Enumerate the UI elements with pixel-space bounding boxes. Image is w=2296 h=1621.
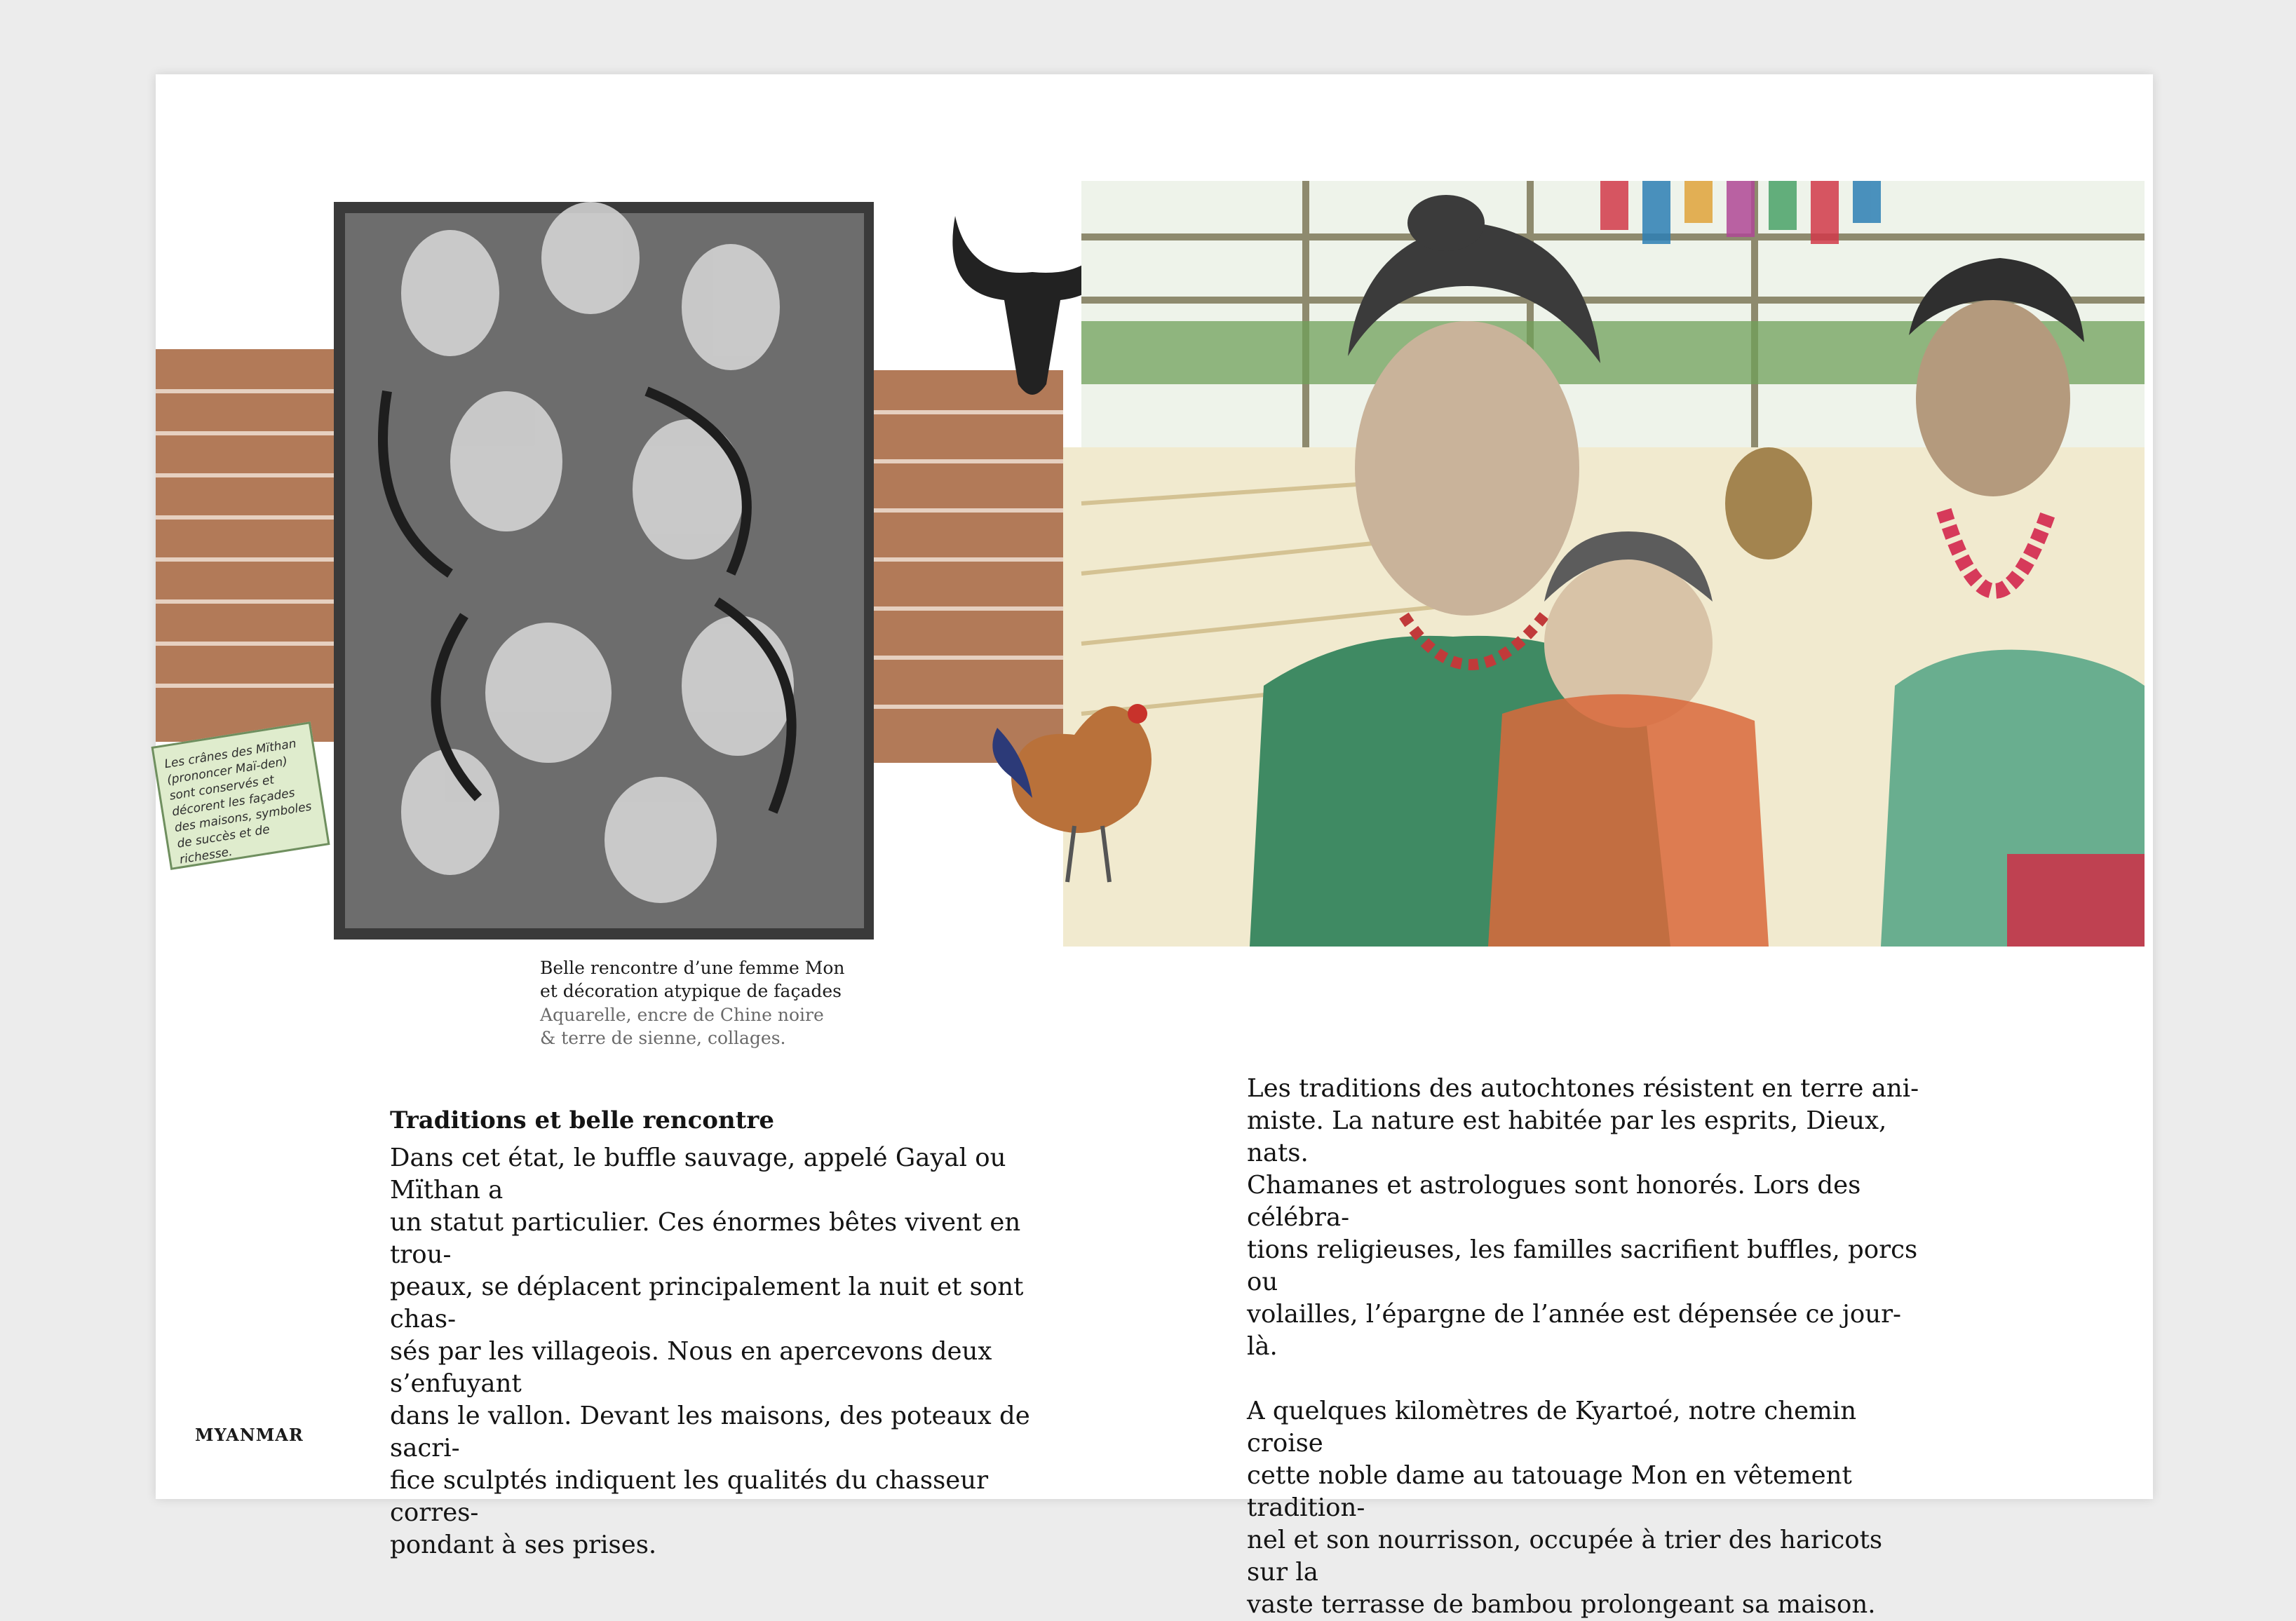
text-line: un statut particulier. Ces énormes bêtes vivent en trou- <box>390 1207 1021 1269</box>
body-text-right-1 <box>1247 1073 1920 1363</box>
text-line: dans le vallon. Devant les maisons, des poteaux de sacri- <box>390 1401 1030 1463</box>
text-line: cette noble dame au tatouage Mon en vêtement tradition- <box>1247 1461 1852 1522</box>
illustration-drawing <box>156 181 2145 947</box>
handwritten-note: Les crânes des Mïthan (prononcer Maï-den) sont conservés et décorent les façades des maisons, symboles de succès et de richesse. <box>151 721 330 870</box>
section-heading: Traditions et belle rencontre <box>390 1106 774 1134</box>
watercolor-illustration <box>156 181 2145 947</box>
text-line: sés par les villageois. Nous en apercevons deux s’enfuyant <box>390 1336 992 1398</box>
caption-line: Belle rencontre d’une femme Mon <box>540 958 845 978</box>
body-text-right-2 <box>1247 1395 1920 1621</box>
text-line: fice sculptés indiquent les qualités du chasseur corres- <box>390 1465 989 1527</box>
caption-medium: Aquarelle, encre de Chine noire <box>540 1004 824 1025</box>
text-line: peaux, se déplacent principalement la nuit et sont chas- <box>390 1272 1024 1334</box>
text-line: vaste terrasse de bambou prolongeant sa maison. <box>1247 1590 1876 1619</box>
text-line: volailles, l’épargne de l’année est dépensée ce jour-là. <box>1247 1300 1902 1361</box>
text-line: nel et son nourrisson, occupée à trier des haricots sur la <box>1247 1526 1883 1587</box>
left-column <box>390 1106 1063 1561</box>
text-line: Dans cet état, le buffle sauvage, appelé Gayal ou Mïthan a <box>390 1143 1006 1205</box>
body-text-left <box>390 1142 1063 1561</box>
running-footer: MYANMAR <box>195 1425 304 1445</box>
text-line: A quelques kilomètres de Kyartoé, notre chemin croise <box>1247 1397 1857 1458</box>
text-line: Chamanes et astrologues sont honorés. Lors des célébra- <box>1247 1171 1861 1232</box>
right-column <box>1247 1073 1920 1621</box>
text-line: Les traditions des autochtones résistent en terre ani- <box>1247 1074 1919 1103</box>
text-line: tions religieuses, les familles sacrifient buffles, porcs ou <box>1247 1235 1918 1296</box>
text-line: pondant à ses prises. <box>390 1530 657 1559</box>
illustration-caption <box>540 956 933 1050</box>
caption-line: et décoration atypique de façades <box>540 981 842 1002</box>
caption-medium: & terre de sienne, collages. <box>540 1027 786 1048</box>
text-line: miste. La nature est habitée par les esprits, Dieux, nats. <box>1247 1106 1887 1167</box>
